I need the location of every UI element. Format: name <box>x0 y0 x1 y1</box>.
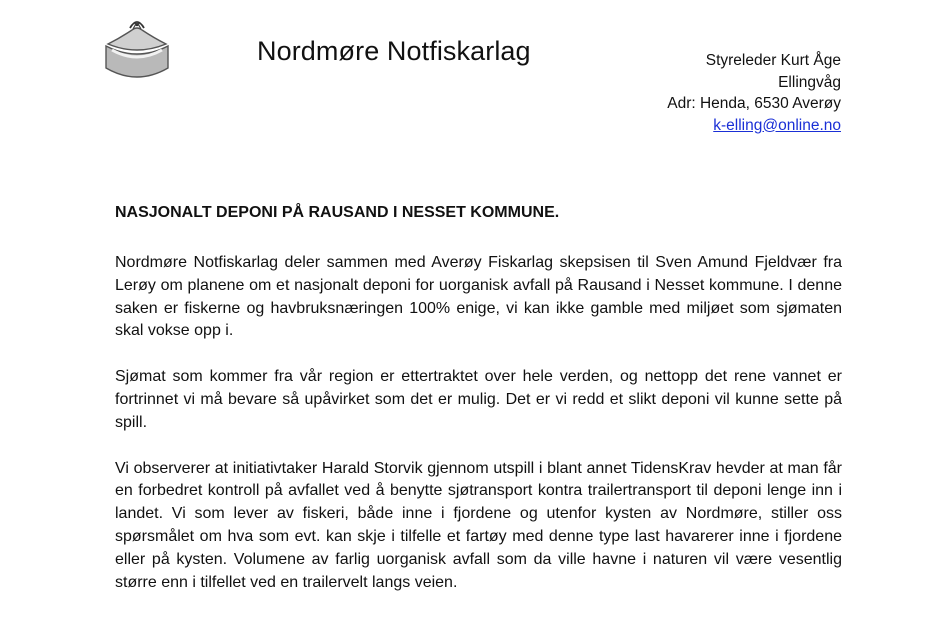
organization-name: Nordmøre Notfiskarlag <box>257 36 531 66</box>
organization-logo <box>104 16 170 86</box>
seal-rope-icon <box>104 16 170 86</box>
contact-email-link[interactable]: k-elling@online.no <box>713 116 841 134</box>
document-body <box>115 252 842 594</box>
body-paragraph: Sjømat som kommer fra vår region er ettertraktet over hele verden, og nettopp det rene vannet er fortrinnet vi må bevare så upåvirket som det er mulig. Det er vi redd et slikt deponi vil kunne sette på spill. <box>115 368 842 431</box>
body-paragraph: Nordmøre Notfiskarlag deler sammen med Averøy Fiskarlag skepsisen til Sven Amund Fjeldvær fra Lerøy om planene om et nasjonalt deponi for uorganisk avfall på Rausand i Nesset kommune. I denne saken er fiskerne og havbruksnæringen 100% enige, vi kan ikke gamble med miljøet som sjømaten skal vokse opp i. <box>115 254 842 340</box>
contact-block <box>667 50 841 136</box>
contact-address: Adr: Henda, 6530 Averøy <box>667 95 841 112</box>
body-paragraph: Vi observerer at initiativtaker Harald Storvik gjennom utspill i blant annet TidensKrav hevder at man får en forbedret kontroll på avfallet ved å benytte sjøtransport kontra trailertransport til deponi lenge inn i landet. Vi som lever av fiskeri, både inne i fjordene og utenfor kysten av Nordmøre, stiller oss spørsmålet om hva som evt. kan skje i tilfelle et fartøy med denne type last havarerer inne i fjordene eller på kysten. Volumene av farlig uorganisk avfall som da ville havne i naturen vil være vesentlig større enn i tilfellet ved en trailervelt langs veien. <box>115 459 842 591</box>
contact-chair: Styreleder Kurt Åge <box>705 52 841 69</box>
document-title: NASJONALT DEPONI PÅ RAUSAND I NESSET KOMMUNE. <box>115 204 560 221</box>
contact-location: Ellingvåg <box>778 73 841 91</box>
